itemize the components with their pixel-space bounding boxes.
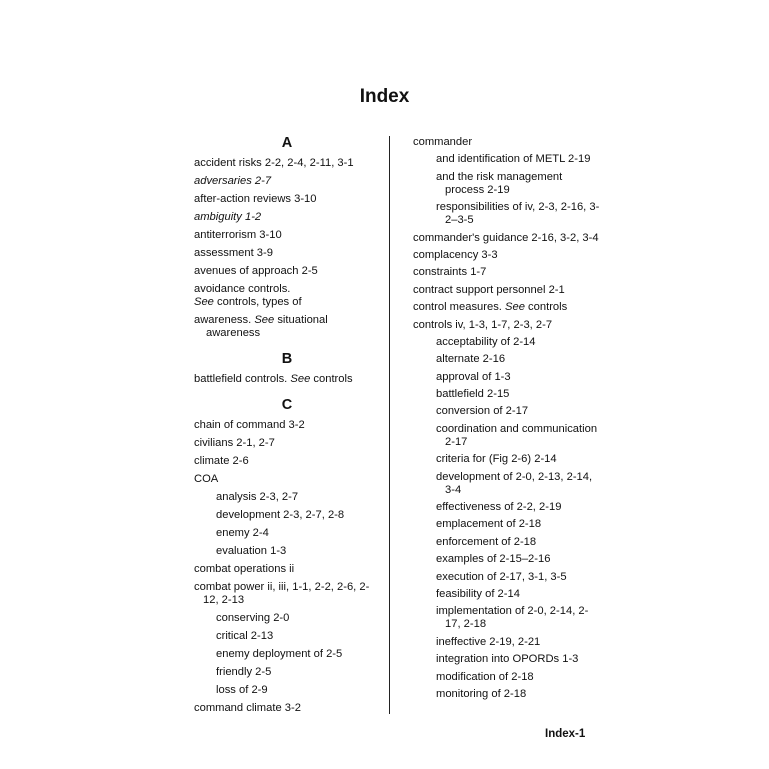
index-subentry: examples of 2-15–2-16 [436, 553, 551, 566]
index-subentry: enemy deployment of 2-5 [216, 648, 343, 660]
index-entry: after-action reviews 3-10 [194, 193, 317, 205]
index-subentry: development of 2-0, 2-13, 2-14, 3-4 [436, 470, 593, 496]
index-entry: climate 2-6 [194, 455, 249, 467]
index-entry: controls iv, 1-3, 1-7, 2-3, 2-7 [413, 318, 553, 331]
index-subentry: execution of 2-17, 3-1, 3-5 [436, 570, 567, 583]
index-subentry: enemy 2-4 [216, 527, 269, 539]
section-letter-c: C [281, 397, 293, 413]
index-subentry: enforcement of 2-18 [436, 535, 537, 548]
index-subentry: loss of 2-9 [216, 684, 268, 696]
index-entry-continuation: See controls, types of [194, 296, 302, 308]
see-reference: See [505, 301, 525, 314]
page-title: Index [359, 86, 410, 107]
index-subentry: alternate 2-16 [436, 353, 506, 366]
index-entry: combat power ii, iii, 1-1, 2-2, 2-6, 2-12, 2-13 [194, 581, 370, 606]
index-subentry: feasibility of 2-14 [436, 587, 520, 600]
index-subentry: battlefield 2-15 [436, 388, 510, 401]
index-entry: chain of command 3-2 [194, 419, 305, 431]
index-entry: command climate 3-2 [194, 702, 301, 714]
index-entry: commander's guidance 2-16, 3-2, 3-4 [413, 231, 599, 244]
index-subentry: modification of 2-18 [436, 670, 534, 683]
index-subentry: and identification of METL 2-19 [436, 153, 591, 166]
column-divider [389, 136, 390, 714]
index-entry: avenues of approach 2-5 [194, 265, 318, 277]
see-reference: See [194, 296, 214, 308]
index-subentry: friendly 2-5 [216, 666, 272, 678]
index-entry: contract support personnel 2-1 [413, 283, 565, 296]
index-entry: constraints 1-7 [413, 266, 487, 279]
index-entry: complacency 3-3 [413, 248, 498, 261]
index-entry-continuation: awareness [206, 327, 261, 339]
index-subentry: responsibilities of iv, 2-3, 2-16, 3-2–3-5 [436, 201, 600, 227]
index-subentry: integration into OPORDs 1-3 [436, 653, 579, 666]
see-reference: See [290, 373, 311, 385]
index-subentry: emplacement of 2-18 [436, 518, 542, 531]
index-subentry: monitoring of 2-18 [436, 687, 527, 700]
index-entry: antiterrorism 3-10 [194, 229, 282, 241]
index-subentry: and the risk management process 2-19 [436, 170, 563, 196]
index-subentry: acceptability of 2-14 [436, 335, 536, 348]
index-subentry: implementation of 2-0, 2-14, 2-17, 2-18 [436, 605, 589, 631]
index-entry: control measures. See controls [413, 301, 568, 314]
index-subentry: analysis 2-3, 2-7 [216, 491, 299, 503]
section-letter-b: B [281, 351, 293, 367]
index-entry: awareness. See situational [194, 314, 328, 326]
index-entry: adversaries 2-7 [194, 175, 272, 187]
index-entry: commander [413, 136, 473, 148]
index-subentry: criteria for (Fig 2-6) 2-14 [436, 453, 557, 466]
index-subentry: ineffective 2-19, 2-21 [436, 635, 541, 648]
index-entry: avoidance controls. [194, 283, 291, 295]
index-subentry: evaluation 1-3 [216, 545, 287, 557]
index-entry: combat operations ii [194, 563, 295, 575]
index-subentry: effectiveness of 2-2, 2-19 [436, 501, 562, 514]
index-subentry: conversion of 2-17 [436, 405, 529, 418]
index-entry: assessment 3-9 [194, 247, 273, 259]
index-entry: ambiguity 1-2 [194, 211, 262, 223]
index-entry: battlefield controls. See controls [194, 373, 353, 385]
section-letter-a: A [281, 135, 293, 151]
index-entry: accident risks 2-2, 2-4, 2-11, 3-1 [194, 157, 354, 169]
index-subentry: conserving 2-0 [216, 612, 290, 624]
index-subentry: critical 2-13 [216, 630, 274, 642]
index-subentry: development 2-3, 2-7, 2-8 [216, 509, 345, 521]
page-number: Index-1 [545, 728, 586, 740]
index-entry: COA [194, 473, 219, 485]
see-reference: See [254, 314, 275, 326]
index-column-right [413, 136, 603, 705]
index-column-left [194, 132, 380, 720]
index-entry: civilians 2-1, 2-7 [194, 437, 275, 449]
index-subentry: approval of 1-3 [436, 370, 511, 383]
index-subentry: coordination and communication 2-17 [436, 422, 598, 448]
